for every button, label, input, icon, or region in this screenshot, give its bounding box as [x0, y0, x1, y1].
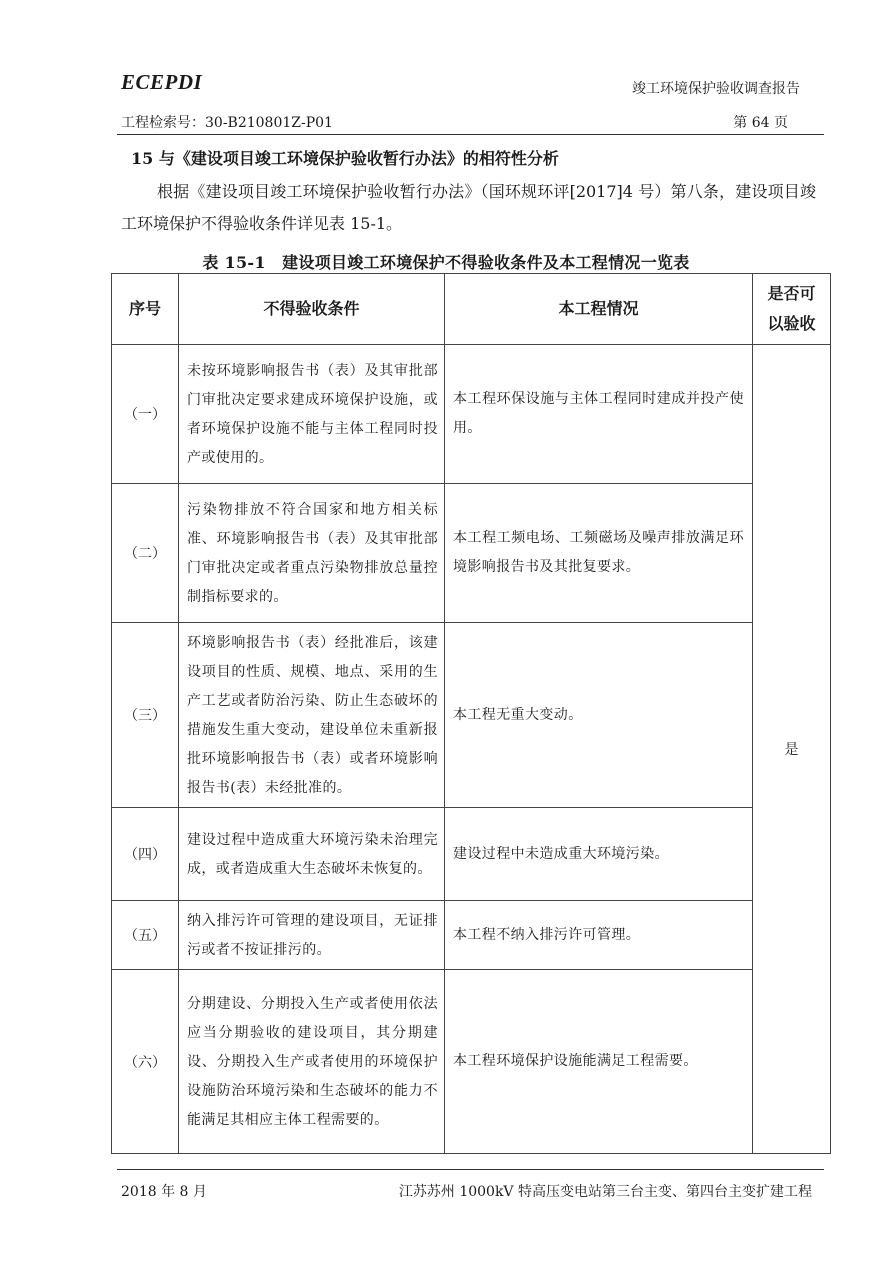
- row-situation: 本工程工频电场、工频磁场及噪声排放满足环境影响报告书及其批复要求。: [445, 484, 753, 623]
- company-logo: ECEPDI: [121, 70, 203, 94]
- row-index: （三）: [112, 623, 179, 808]
- table-row: [112, 901, 831, 970]
- header-condition: 不得验收条件: [179, 274, 445, 345]
- page-number: 第 64 页: [733, 115, 788, 131]
- row-index: （五）: [112, 901, 179, 970]
- table-row: [112, 970, 831, 1154]
- header-situation: 本工程情况: [445, 274, 753, 345]
- verdict-cell: 是: [753, 345, 831, 1154]
- row-situation: 本工程无重大变动。: [445, 623, 753, 808]
- row-index: （六）: [112, 970, 179, 1154]
- row-situation: 本工程环境保护设施能满足工程需要。: [445, 970, 753, 1154]
- footer-divider: [117, 1169, 824, 1170]
- report-title: 竣工环境保护验收调查报告: [632, 81, 800, 97]
- section-title: 15 与《建设项目竣工环境保护验收暂行办法》的相符性分析: [131, 149, 559, 168]
- table-row: [112, 623, 831, 808]
- row-condition: 污染物排放不符合国家和地方相关标准、环境影响报告书（表）及其审批部门审批决定或者重点污染物排放总量控制指标要求的。: [179, 484, 445, 623]
- row-index: （四）: [112, 808, 179, 901]
- row-index: （一）: [112, 345, 179, 484]
- row-index: （二）: [112, 484, 179, 623]
- header-verdict: 是否可以验收: [753, 274, 831, 345]
- row-situation: 建设过程中未造成重大环境污染。: [445, 808, 753, 901]
- row-situation: 本工程不纳入排污许可管理。: [445, 901, 753, 970]
- table-row: [112, 484, 831, 623]
- conditions-table: [111, 273, 831, 1154]
- table-row: [112, 808, 831, 901]
- row-condition: 环境影响报告书（表）经批准后，该建设项目的性质、规模、地点、采用的生产工艺或者防治污染、防止生态破坏的措施发生重大变动，建设单位未重新报批环境影响报告书（表）或者环境影响报告书(表）未经批准的。: [179, 623, 445, 808]
- row-situation: 本工程环保设施与主体工程同时建成并投产使用。: [445, 345, 753, 484]
- project-code: 工程检索号：30-B210801Z-P01: [121, 115, 333, 131]
- row-condition: 未按环境影响报告书（表）及其审批部门审批决定要求建成环境保护设施，或者环境保护设施不能与主体工程同时投产或使用的。: [179, 345, 445, 484]
- header-index: 序号: [112, 274, 179, 345]
- table-header-row: [112, 274, 831, 345]
- row-condition: 建设过程中造成重大环境污染未治理完成，或者造成重大生态破坏未恢复的。: [179, 808, 445, 901]
- row-condition: 纳入排污许可管理的建设项目，无证排污或者不按证排污的。: [179, 901, 445, 970]
- table-row: [112, 345, 831, 484]
- footer-project-name: 江苏苏州 1000kV 特高压变电站第三台主变、第四台主变扩建工程: [398, 1184, 812, 1200]
- row-condition: 分期建设、分期投入生产或者使用依法应当分期验收的建设项目，其分期建设、分期投入生产或者使用的环境保护设施防治环境污染和生态破坏的能力不能满足其相应主体工程需要的。: [179, 970, 445, 1154]
- header-divider: [117, 134, 824, 135]
- table-caption: 表 15-1 建设项目竣工环境保护不得验收条件及本工程情况一览表: [202, 253, 690, 272]
- intro-paragraph: 根据《建设项目竣工环境保护验收暂行办法》（国环规环评[2017]4 号）第八条，建设项目竣工环境保护不得验收条件详见表 15-1。: [121, 182, 816, 233]
- footer-date: 2018 年 8 月: [121, 1184, 207, 1200]
